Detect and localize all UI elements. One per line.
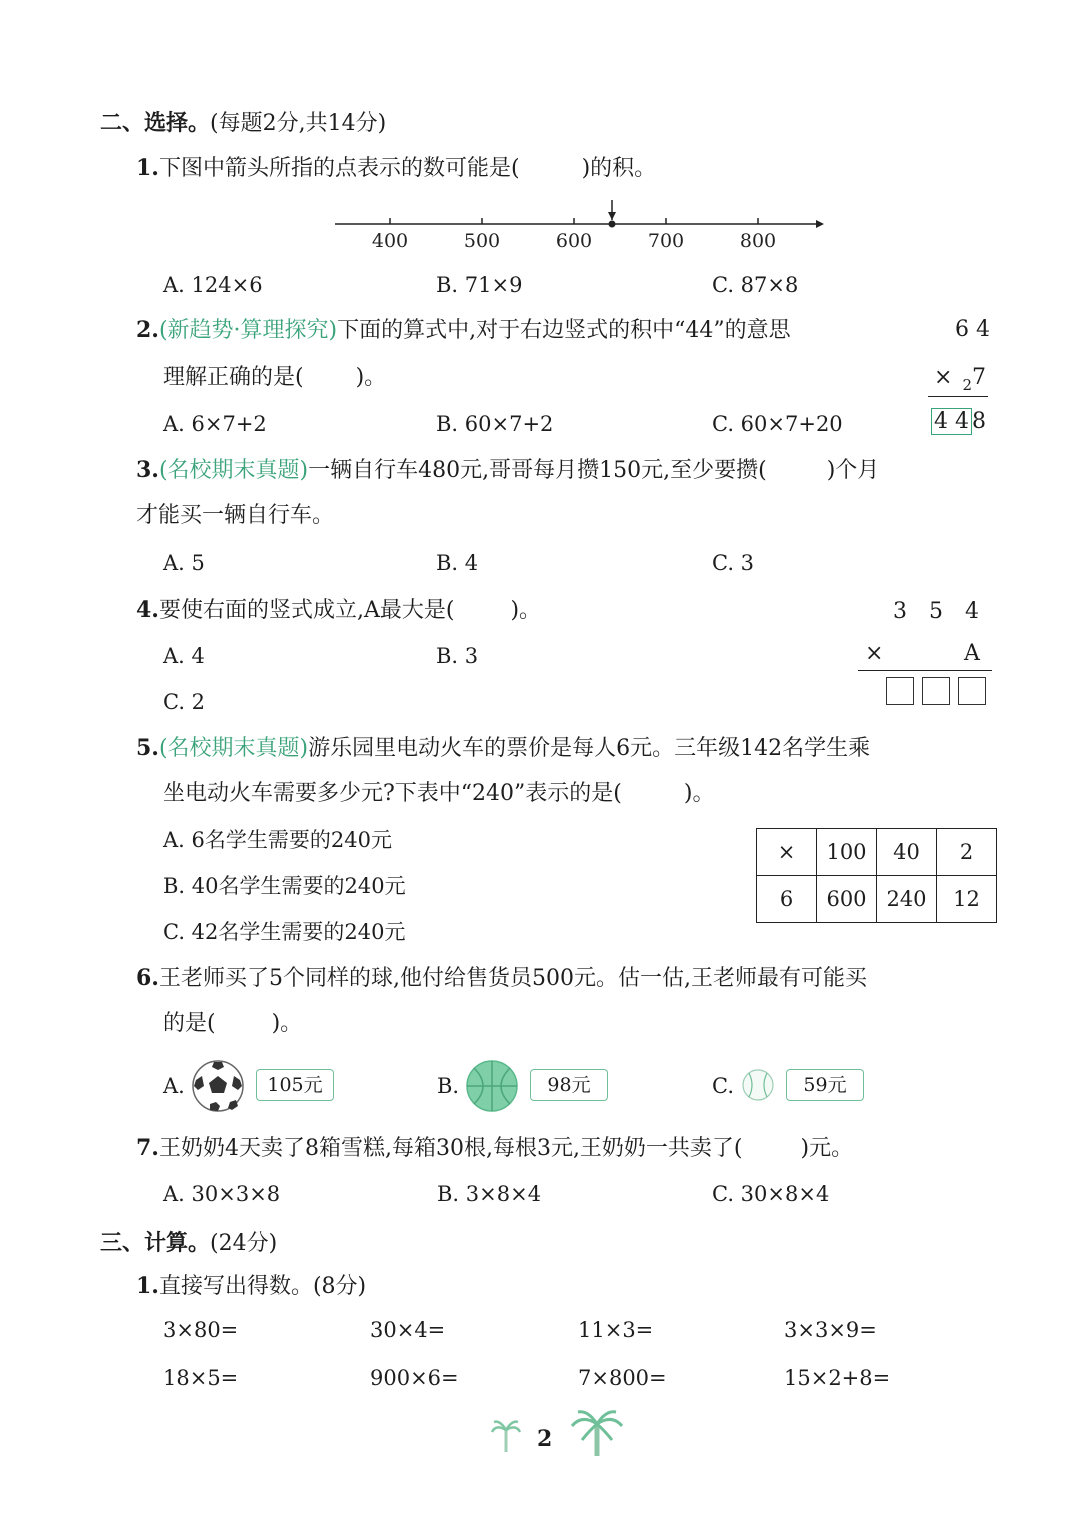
calc-item: 15×2+8= — [784, 1366, 891, 1390]
number-line — [330, 198, 830, 258]
q6-option-a-letter[interactable]: A. — [163, 1074, 185, 1098]
question-6-text-line2: 的是( )。 — [163, 1011, 303, 1036]
calc-item: 7×800= — [578, 1366, 667, 1390]
multiplication-table — [756, 828, 997, 923]
basketball-icon — [464, 1058, 520, 1114]
q4-answer-box[interactable] — [958, 677, 986, 705]
q4-option-b[interactable]: B. 3 — [436, 644, 479, 668]
calc-item: 900×6= — [370, 1366, 459, 1390]
q4-option-a[interactable]: A. 4 — [163, 644, 205, 668]
axis-label: 700 — [647, 230, 685, 252]
question-6-text: 6.王老师买了5个同样的球,他付给售货员500元。估一估,王老师最有可能买 — [136, 965, 867, 991]
q2-vertical-rule — [928, 396, 988, 397]
section-3-heading: 三、计算。(24分) — [100, 1230, 278, 1256]
q2-option-b[interactable]: B. 60×7+2 — [436, 412, 554, 436]
table-cell: 240 — [877, 876, 937, 923]
q3-option-b[interactable]: B. 4 — [436, 551, 479, 575]
palm-tree-icon — [490, 1418, 522, 1454]
q4-mult-sign: × — [865, 641, 884, 666]
q5-option-b[interactable]: B. 40名学生需要的240元 — [163, 874, 406, 898]
table-cell: 40 — [877, 829, 937, 876]
calc-item: 3×3×9= — [784, 1318, 877, 1342]
table-cell: 6 — [757, 876, 817, 923]
q4-option-c[interactable]: C. 2 — [163, 690, 206, 714]
calc-item: 30×4= — [370, 1318, 446, 1342]
axis-label: 600 — [555, 230, 593, 252]
section-2-heading: 二、选择。(每题2分,共14分) — [100, 110, 387, 136]
q4-digit-1: 3 — [893, 599, 907, 624]
palm-tree-icon — [570, 1410, 624, 1458]
table-cell: × — [757, 829, 817, 876]
question-3-text: 3.(名校期末真题)一辆自行车480元,哥哥每月攒150元,至少要攒( )个月 — [136, 457, 880, 483]
axis-label: 500 — [463, 230, 501, 252]
price-tag-a: 105元 — [256, 1069, 334, 1101]
calc-item: 11×3= — [578, 1318, 654, 1342]
table-cell: 100 — [817, 829, 877, 876]
q7-option-c[interactable]: C. 30×8×4 — [712, 1182, 830, 1206]
q2-option-a[interactable]: A. 6×7+2 — [163, 412, 267, 436]
q1-option-c[interactable]: C. 87×8 — [712, 273, 799, 297]
q4-answer-box[interactable] — [886, 677, 914, 705]
question-5-text-line2: 坐电动火车需要多少元?下表中“240”表示的是( )。 — [163, 781, 715, 806]
q1-option-a[interactable]: A. 124×6 — [163, 273, 263, 297]
question-2-text-line2: 理解正确的是( )。 — [163, 365, 387, 390]
q5-option-c[interactable]: C. 42名学生需要的240元 — [163, 920, 406, 944]
q5-option-a[interactable]: A. 6名学生需要的240元 — [163, 828, 392, 852]
table-cell: 2 — [937, 829, 997, 876]
q6-option-c-letter[interactable]: C. — [712, 1074, 734, 1098]
section-3-q1-text: 1.直接写出得数。(8分) — [136, 1273, 367, 1299]
q4-answer-box[interactable] — [922, 677, 950, 705]
q2-vertical-top: 6 4 — [955, 317, 990, 342]
axis-label: 800 — [739, 230, 777, 252]
page-number: 2 — [537, 1426, 553, 1452]
q2-option-c[interactable]: C. 60×7+20 — [712, 412, 843, 436]
q4-digit-3: 4 — [965, 599, 979, 624]
q3-option-c[interactable]: C. 3 — [712, 551, 755, 575]
baseball-icon — [740, 1067, 776, 1103]
q4-mult-letter: A — [964, 641, 980, 666]
q7-option-b[interactable]: B. 3×8×4 — [437, 1182, 542, 1206]
price-tag-b: 98元 — [530, 1069, 608, 1101]
axis-label: 400 — [371, 230, 409, 252]
q6-option-b-letter[interactable]: B. — [437, 1074, 460, 1098]
q1-option-b[interactable]: B. 71×9 — [436, 273, 523, 297]
question-4-text: 4.要使右面的竖式成立,A最大是( )。 — [136, 597, 542, 623]
point-marker — [609, 221, 616, 228]
question-1-text: 1.下图中箭头所指的点表示的数可能是( )的积。 — [136, 155, 657, 181]
calc-item: 18×5= — [163, 1366, 239, 1390]
q4-digit-2: 5 — [929, 599, 943, 624]
q7-option-a[interactable]: A. 30×3×8 — [163, 1182, 281, 1206]
table-cell: 600 — [817, 876, 877, 923]
price-tag-c: 59元 — [786, 1069, 864, 1101]
question-3-text-line2: 才能买一辆自行车。 — [136, 503, 335, 528]
q2-vertical-multiplier: × $_2$7 — [934, 365, 986, 394]
calc-item: 3×80= — [163, 1318, 239, 1342]
question-2-text: 2.(新趋势·算理探究)下面的算式中,对于右边竖式的积中“44”的意思 — [136, 317, 791, 343]
q2-vertical-result: 4 4 8 — [931, 408, 986, 436]
question-5-text: 5.(名校期末真题)游乐园里电动火车的票价是每人6元。三年级142名学生乘 — [136, 735, 871, 761]
soccer-ball-icon — [190, 1058, 246, 1114]
q4-vertical-rule — [858, 670, 992, 671]
question-7-text: 7.王奶奶4天卖了8箱雪糕,每箱30根,每根3元,王奶奶一共卖了( )元。 — [136, 1135, 854, 1161]
q3-option-a[interactable]: A. 5 — [163, 551, 205, 575]
table-cell: 12 — [937, 876, 997, 923]
